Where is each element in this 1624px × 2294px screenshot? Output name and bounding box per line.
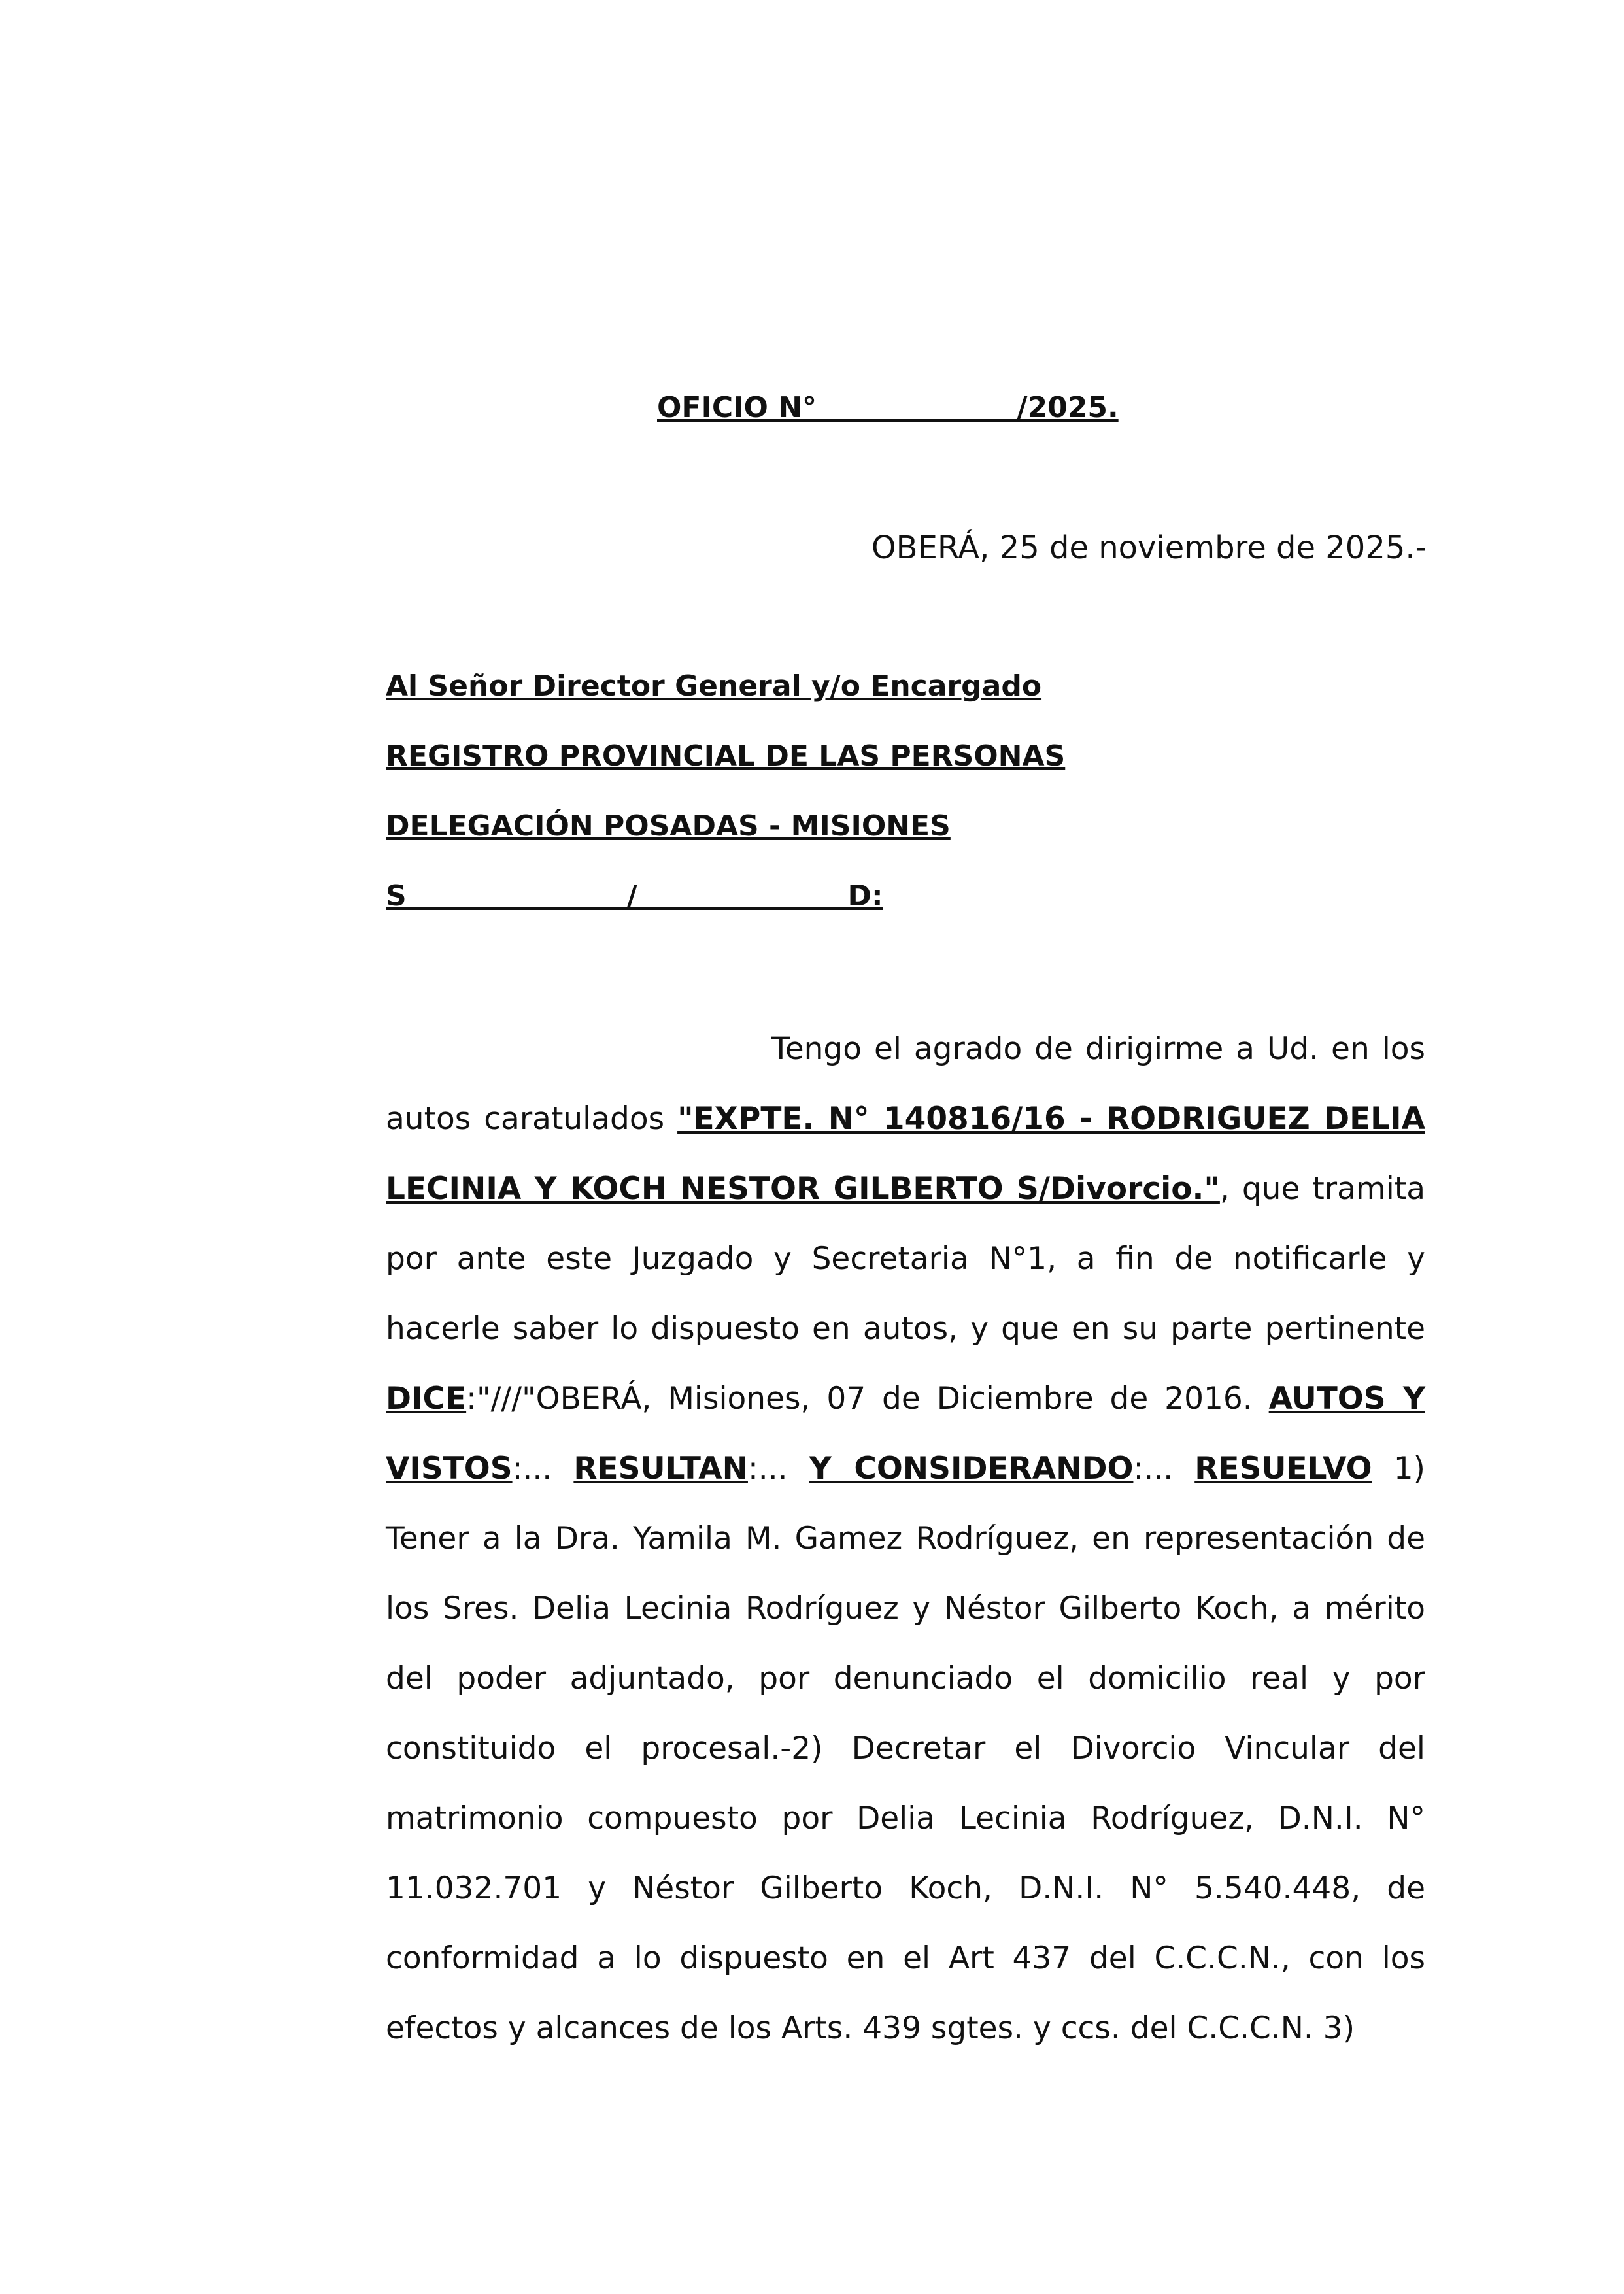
expediente-reference: "EXPTE. N° 140816/16 - RODRIGUEZ DELIA LECINIA Y KOCH NESTOR GILBERTO S/Divorcio." — [386, 1101, 1425, 1207]
body-text-6: :... — [1133, 1451, 1195, 1487]
addressee-line-2: REGISTRO PROVINCIAL DE LAS PERSONAS — [386, 739, 1066, 773]
resultan-keyword: RESULTAN — [573, 1451, 748, 1487]
body-text-2: , que tramita por ante este Juzgado y Secretaria N°1, a fin de notificarle y hacerle saber lo dispuesto en autos, y que en su parte pertinente — [386, 1171, 1426, 1347]
addressee-line-4: S / D: — [386, 879, 883, 913]
body-paragraph — [386, 1014, 1425, 2063]
body-text-4: :... — [512, 1451, 574, 1487]
oficio-title: OFICIO N° /2025. — [657, 391, 1119, 424]
resuelvo-keyword: RESUELVO — [1194, 1451, 1372, 1487]
autos-y-vistos-keyword: AUTOS Y VISTOS — [386, 1381, 1425, 1487]
body-intro: Tengo el agrado de dirigirme a Ud. en los autos caratulados — [386, 1031, 1425, 1137]
dice-keyword: DICE — [386, 1381, 467, 1417]
considerando-keyword: Y CONSIDERANDO — [809, 1451, 1134, 1487]
addressee-line-3: DELEGACIÓN POSADAS - MISIONES — [386, 809, 951, 843]
date-line: OBERÁ, 25 de noviembre de 2025.- — [871, 530, 1427, 566]
body-text-7: 1) Tener a la Dra. Yamila M. Gamez Rodríguez, en representación de los Sres. Delia Lecinia Rodríguez y Néstor Gilberto Koch, a mérito del poder adjuntado, por denunciado el domicilio real y por constituido el procesal.-2) Decretar el Divorcio Vincular del matrimonio compuesto por Delia Lecinia Rodríguez, D.N.I. N° 11.032.701 y Néstor Gilberto Koch, D.N.I. N° 5.540.448, de conformidad a lo dispuesto en el Art 437 del C.C.C.N., con los efectos y alcances de los Arts. 439 sgtes. y ccs. del C.C.C.N. 3) — [386, 1451, 1425, 2046]
addressee-line-1: Al Señor Director General y/o Encargado — [386, 669, 1042, 703]
body-text-3: :"///"OBERÁ, Misiones, 07 de Diciembre de 2016. — [466, 1381, 1269, 1417]
body-text-5: :... — [747, 1451, 809, 1487]
